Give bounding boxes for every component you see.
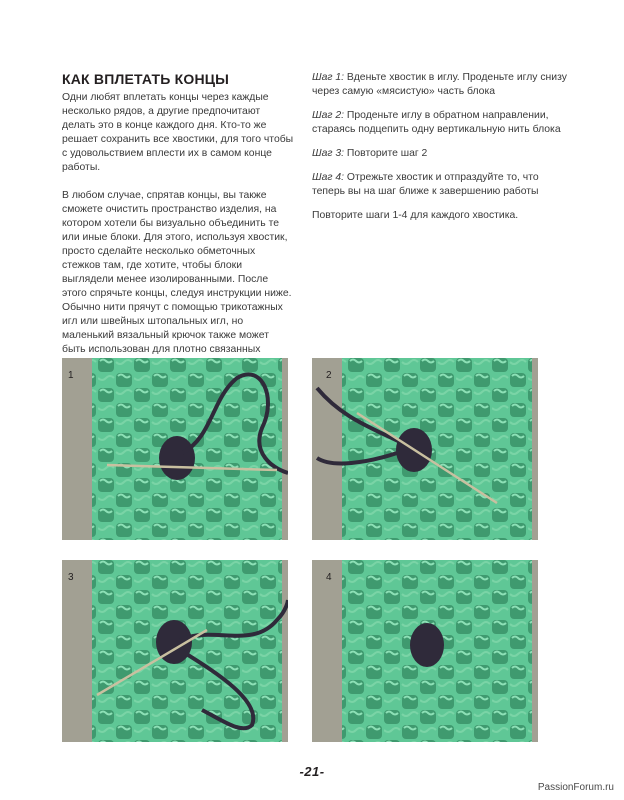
step-photo-3 — [62, 560, 288, 742]
intro-paragraph: В любом случае, спрятав концы, вы также сможете очистить пространство изделия, на котором хотели бы визуально объединить те или иные блоки. Для этого, используя хвостик, просто сделайте несколько обметочных стежков там, где хотите, чтобы блоки выглядели менее изолированными. После этого спрячьте концы, следуя инструкции ниже. Обычно нити прячут с помощью трикотажных игл или швейных штопальных игл, но маленький вязальный крючок также может быть использован для плотно связанных — [62, 190, 292, 355]
photo-number: 1 — [68, 370, 74, 381]
step-photo-4 — [312, 560, 538, 742]
intro-paragraph: Одни любят вплетать концы через каждые несколько рядов, а другие предпочитают делать это в конце каждого дня. Кто-то же решает сохранить все хвостики, для того чтобы с удовольствием вплести их в самом конце работы. — [62, 92, 294, 173]
step-item — [312, 147, 574, 161]
steps-list — [312, 71, 574, 233]
step-text: Отрежьте хвостик и отпраздуйте то, что теперь вы на шаг ближе к завершению работы — [312, 172, 539, 197]
step-label: Шаг 1: — [312, 72, 345, 83]
crochet-swatch-image — [62, 560, 288, 742]
photo-number: 4 — [326, 572, 332, 583]
step-text: Проденьте иглу в обратном направлении, стараясь подцепить одну вертикальную нить блока — [312, 110, 561, 135]
crochet-swatch-image — [62, 358, 288, 540]
photo-number: 2 — [326, 370, 332, 381]
crochet-swatch-image — [312, 560, 538, 742]
step-photo-1 — [62, 358, 288, 540]
watermark: PassionForum.ru — [537, 782, 614, 793]
step-text: Повторите шаг 2 — [344, 148, 428, 159]
page-number: -21- — [299, 764, 325, 779]
closing-note: Повторите шаги 1-4 для каждого хвостика. — [312, 210, 519, 221]
page-title: КАК ВПЛЕТАТЬ КОНЦЫ — [62, 71, 230, 87]
step-item — [312, 171, 574, 199]
step-text: Вденьте хвостик в иглу. Проденьте иглу снизу через самую «мясистую» часть блока — [312, 72, 567, 97]
step-label: Шаг 4: — [312, 172, 345, 183]
step-photo-2 — [312, 358, 538, 540]
photo-number: 3 — [68, 572, 74, 583]
intro-text — [62, 91, 294, 385]
step-item — [312, 71, 574, 99]
step-item — [312, 109, 574, 137]
crochet-swatch-image — [312, 358, 538, 540]
step-label: Шаг 3: — [312, 148, 345, 159]
step-label: Шаг 2: — [312, 110, 345, 121]
